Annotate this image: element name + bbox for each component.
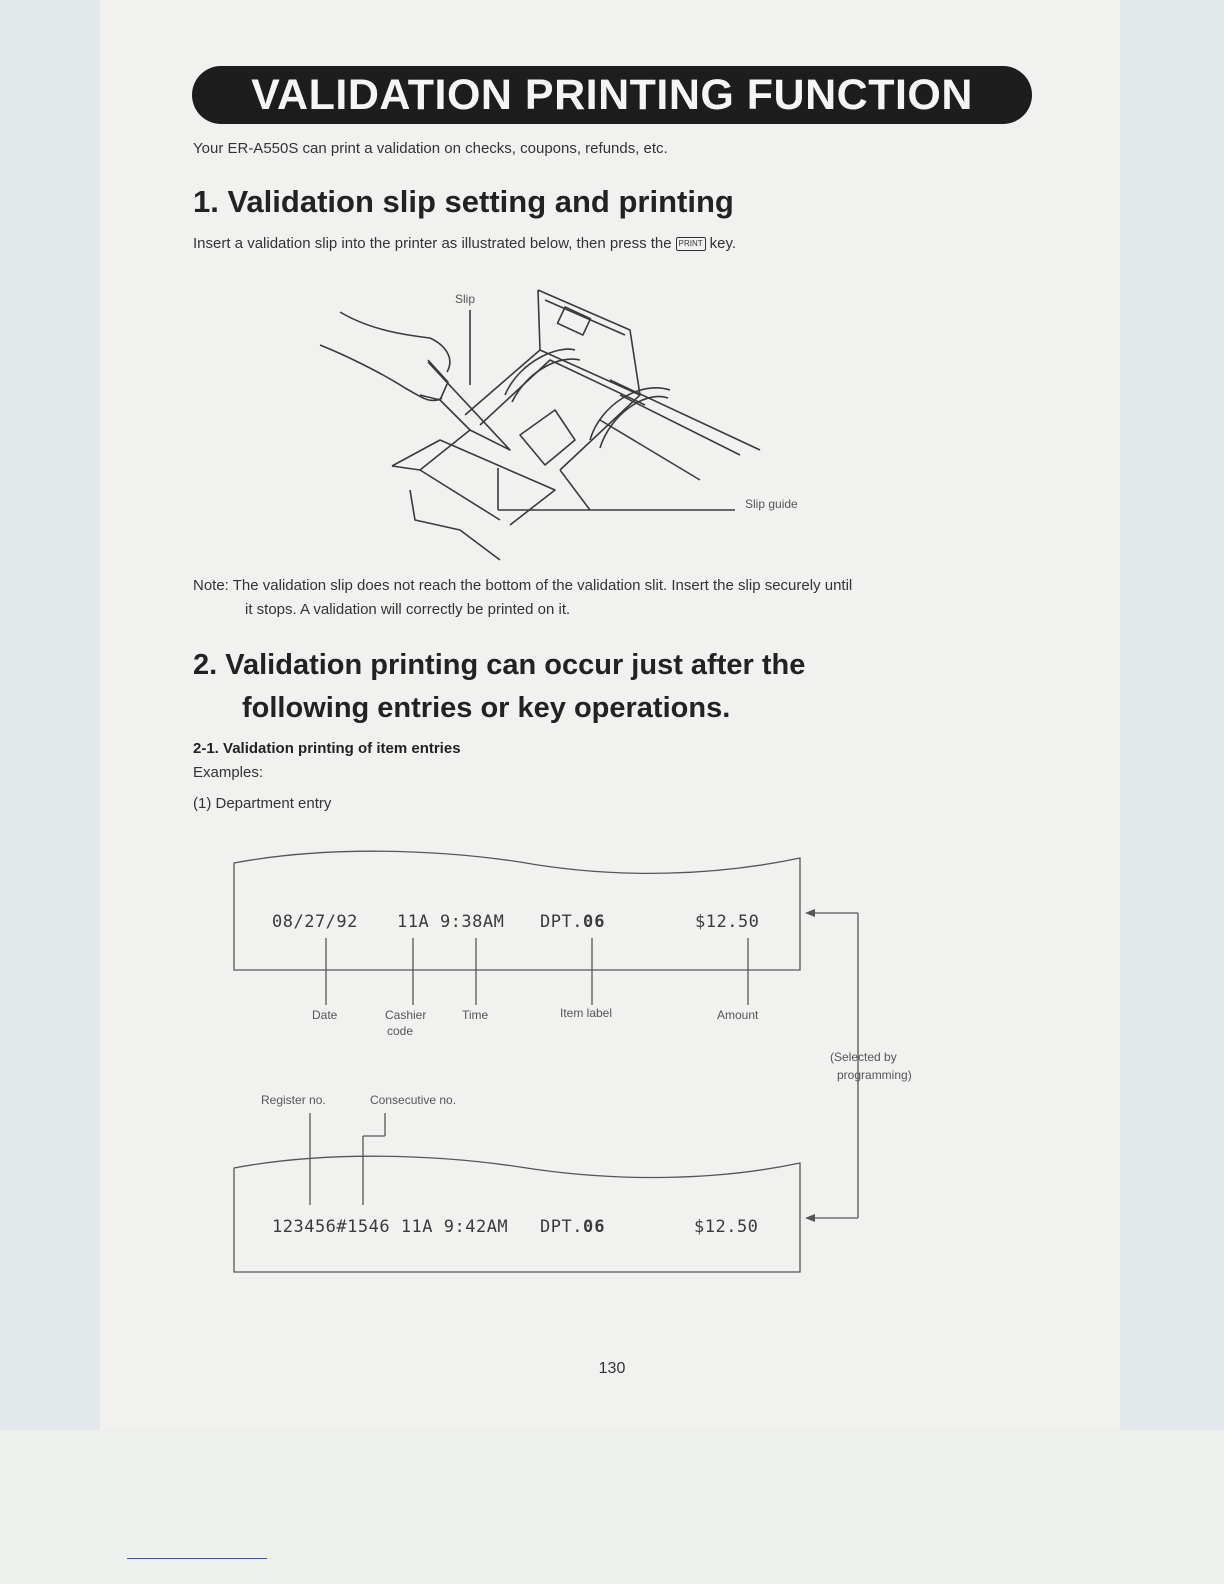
- slip2-dpt-prefix: DPT.: [540, 1217, 583, 1237]
- slip1-amount: $12.50: [695, 912, 760, 932]
- consecutive-no-label: Consecutive no.: [370, 1093, 457, 1107]
- arrow-to-slip-2-icon: [805, 1214, 815, 1222]
- slip2-dpt-number: 06: [582, 1217, 606, 1237]
- slip1-date: 08/27/92: [272, 912, 358, 932]
- arrow-to-slip-1-icon: [805, 909, 815, 917]
- page-title-banner: VALIDATION PRINTING FUNCTION: [192, 66, 1032, 124]
- item-label-label: Item label: [560, 1006, 613, 1020]
- subheading: 2-1. Validation printing of item entries: [193, 740, 461, 757]
- instruction-text-before: Insert a validation slip into the printer as illustrated below, then press the: [193, 235, 672, 252]
- slip2-amount: $12.50: [694, 1217, 759, 1237]
- programming-label: programming): [837, 1068, 912, 1082]
- slip1-cashier-time: 11A 9:38AM: [397, 912, 505, 932]
- slip2-reg-cashier-time: 123456#1546 11A 9:42AM: [272, 1217, 509, 1237]
- slip-label: Slip: [455, 292, 476, 306]
- footer-link-underline[interactable]: [127, 1558, 267, 1559]
- time-label: Time: [462, 1008, 489, 1022]
- intro-text: Your ER-A550S can print a validation on checks, coupons, refunds, etc.: [193, 140, 668, 157]
- slip-2-outline: [234, 1156, 800, 1272]
- examples-label: Examples:: [193, 764, 264, 781]
- slip1-dpt-number: 06: [582, 912, 606, 932]
- slip-guide-label: Slip guide: [745, 497, 798, 511]
- example-1-label: (1) Department entry: [193, 795, 332, 812]
- slip1-dpt-prefix: DPT.: [540, 912, 583, 932]
- date-label: Date: [312, 1008, 338, 1022]
- cashier-label: Cashier: [385, 1008, 427, 1022]
- slip-1-outline: [234, 851, 800, 970]
- instruction-text-after: key.: [709, 235, 737, 252]
- section2-heading-line-2: following entries or key operations.: [242, 692, 731, 724]
- note-line-1: Note: The validation slip does not reach the bottom of the validation slit. Insert the slip securely until: [193, 577, 853, 594]
- note-line-2: it stops. A validation will correctly be printed on it.: [245, 601, 571, 618]
- section1-heading: 1. Validation slip setting and printing: [193, 184, 734, 219]
- register-no-label: Register no.: [261, 1093, 326, 1107]
- slip2-item-label: [540, 1217, 605, 1237]
- section2-heading-line-1: 2. Validation printing can occur just after the: [193, 649, 806, 681]
- amount-label: Amount: [717, 1008, 759, 1022]
- cashier-code-label: code: [387, 1024, 414, 1038]
- slip1-item-label: [540, 912, 605, 932]
- page-number: 130: [598, 1360, 626, 1377]
- print-key-icon: PRINT: [676, 237, 706, 251]
- selected-by-label: (Selected by: [830, 1050, 897, 1064]
